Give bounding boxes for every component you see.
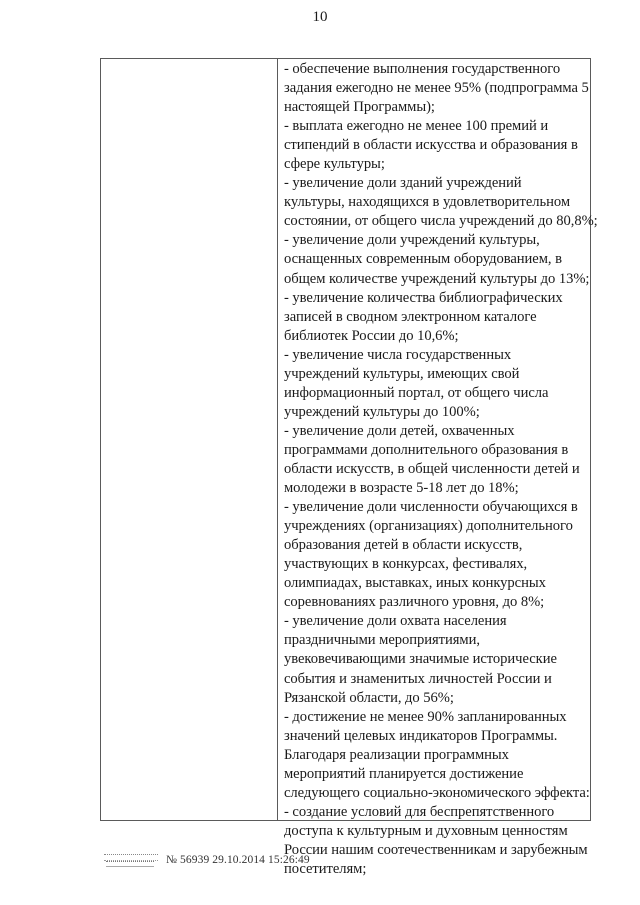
text-line: - увеличение доли зданий учреждений — [284, 175, 522, 192]
text-line: увековечивающими значимые исторические — [284, 651, 557, 668]
text-line: учреждениях (организациях) дополнительного — [284, 518, 573, 535]
text-line: настоящей Программы); — [284, 99, 435, 116]
text-line: библиотек России до 10,6%; — [284, 327, 459, 344]
text-line: мероприятий планируется достижение — [284, 765, 524, 782]
text-line: олимпиадах, выставках, иных конкурсных — [284, 575, 546, 592]
text-line: посетителям; — [284, 860, 367, 877]
text-line: доступа к культурным и духовным ценностям — [284, 822, 568, 839]
text-line: образования детей в области искусств, — [284, 537, 523, 554]
text-line: события и знаменитых личностей России и — [284, 670, 552, 687]
text-line: - увеличение доли детей, охваченных — [284, 422, 515, 439]
text-line: значений целевых индикаторов Программы. — [284, 727, 558, 744]
text-line: молодежи в возрасте 5-18 лет до 18%; — [284, 480, 519, 497]
table-left-cell — [101, 59, 278, 820]
text-line: культуры, находящихся в удовлетворительном — [284, 194, 571, 211]
text-line: - увеличение доли численности обучающихся в — [284, 499, 578, 516]
text-line: программами дополнительного образования в — [284, 441, 569, 458]
table-right-cell — [278, 59, 598, 877]
page-number: 10 — [312, 9, 328, 25]
text-line: записей в сводном электронном каталоге — [284, 308, 537, 325]
text-line: - увеличение числа государственных — [284, 346, 512, 363]
text-line: следующего социально-экономического эффекта: — [284, 784, 590, 801]
text-line: соревнованиях различного уровня, до 8%; — [284, 594, 545, 611]
text-line: России нашим соотечественникам и зарубежным — [284, 841, 588, 858]
registration-number-date: № 56939 29.10.2014 15:26:49 — [166, 854, 310, 866]
text-line: - увеличение доли учреждений культуры, — [284, 232, 540, 249]
text-line: - обеспечение выполнения государственного — [284, 61, 561, 77]
text-line: общем количестве учреждений культуры до 13%; — [284, 270, 590, 287]
text-line: праздничными мероприятиями, — [284, 632, 480, 649]
text-line: учреждений культуры до 100%; — [284, 403, 480, 420]
text-line: задания ежегодно не менее 95% (подпрограмма 5 — [284, 80, 589, 97]
text-line: информационный портал, от общего числа — [284, 384, 549, 401]
text-line: Благодаря реализации программных — [284, 746, 509, 763]
text-line: - увеличение количества библиографических — [284, 289, 563, 306]
text-line: учреждений культуры, имеющих свой — [284, 365, 520, 382]
registration-footer — [104, 853, 310, 867]
text-line: области искусств, в общей численности детей и — [284, 460, 580, 477]
text-line: оснащенных современным оборудованием, в — [284, 251, 562, 268]
text-line: - выплата ежегодно не менее 100 премий и — [284, 118, 549, 135]
registration-stamp-icon — [104, 853, 158, 867]
text-line: сфере культуры; — [284, 156, 385, 173]
text-line: участвующих в конкурсах, фестивалях, — [284, 556, 528, 573]
text-line: стипендий в области искусства и образования в — [284, 137, 578, 154]
text-line: Рязанской области, до 56%; — [284, 689, 454, 706]
text-line: - создание условий для беспрепятственного — [284, 803, 555, 820]
text-line: - достижение не менее 90% запланированных — [284, 708, 567, 725]
text-line: - увеличение доли охвата населения — [284, 613, 507, 630]
text-line: состоянии, от общего числа учреждений до 80,8%; — [284, 213, 598, 230]
